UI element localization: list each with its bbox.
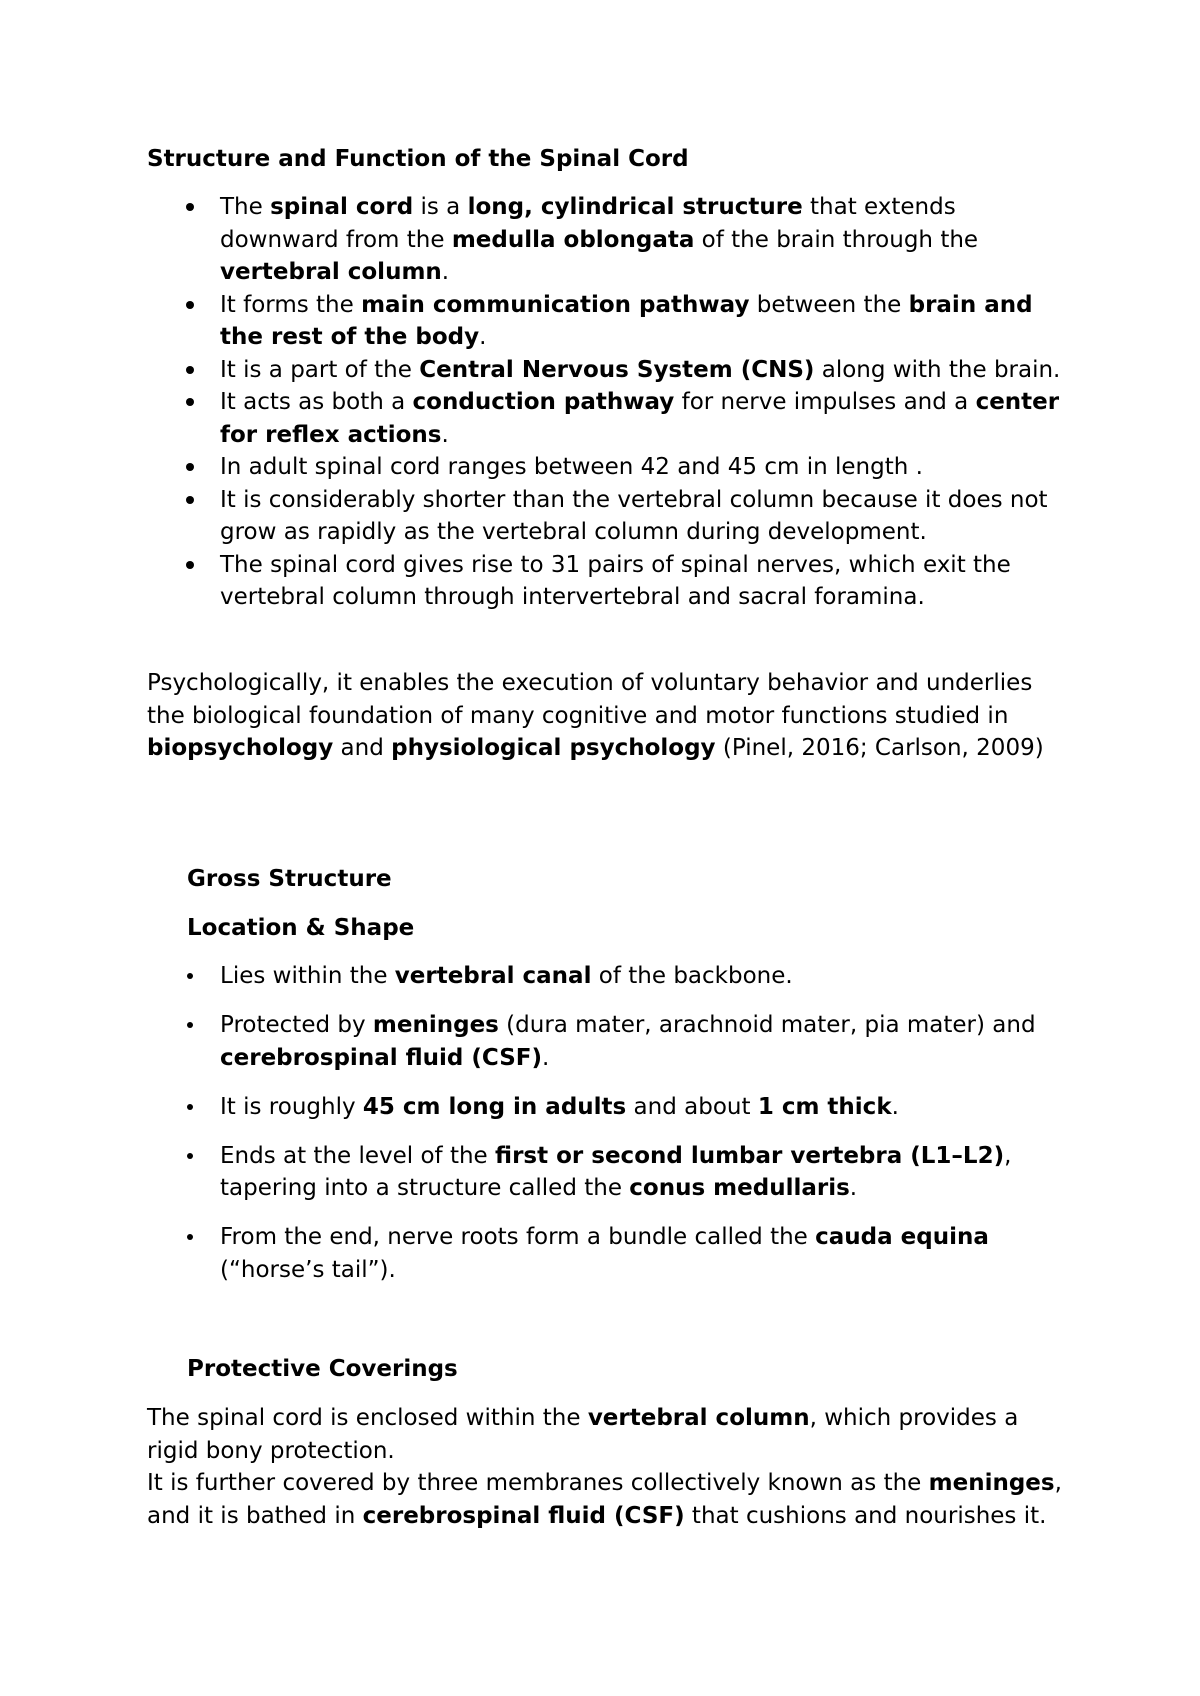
text-run: that extends downward from the [220,194,956,253]
gross-structure-heading: Gross Structure [187,866,392,892]
list-item [0,1221,1080,1286]
list-item [0,191,1080,289]
text-run: . [849,1175,858,1201]
text-run: between the [749,291,909,318]
text-run: Ends at the level of the [220,1142,496,1169]
text-run: Lies within the [220,963,395,989]
list-item [0,1140,1080,1205]
bold-term: cauda equina [815,1224,989,1250]
text-run: . [479,324,487,350]
text-run: The spinal cord is enclosed within the [147,1405,588,1431]
bold-term: long, cylindrical structure [467,194,803,220]
text-run: It is further covered by three membranes collectively known as the [147,1470,929,1496]
protective-paragraph-2 [147,1467,1077,1532]
bold-term: vertebral column [587,1405,810,1431]
text-run: It is roughly [220,1093,363,1120]
bold-term: main communication pathway [361,291,750,318]
text-run: that cushions and nourishes it. [684,1502,1047,1529]
text-run: In adult spinal cord ranges between 42 and 45 cm in length . [220,454,923,480]
intro-bullet-list [0,191,1100,614]
bold-term: medulla oblongata [451,226,695,253]
list-item [0,1009,1080,1074]
text-run: for nerve impulses and a [674,389,976,415]
text-run: (Pinel, 2016; Carlson, 2009) [715,735,1044,761]
bold-term: vertebral canal [394,963,592,989]
list-item [0,549,1080,614]
list-item [0,386,1080,451]
bold-term: biopsychology [147,735,334,761]
bold-term: 1 cm thick [757,1093,892,1120]
bold-term: cerebrospinal fluid (CSF) [362,1502,685,1529]
bold-term: center for reflex actions [220,389,1060,448]
list-item [0,960,1080,993]
text-run: , which provides a rigid bony protection. [147,1405,1019,1464]
location-bullet-list [0,960,1100,1303]
bold-term: conus medullaris [629,1175,850,1201]
text-run: , tapering into a structure called the [220,1142,1012,1201]
list-item [0,354,1080,387]
list-item [0,451,1080,484]
bold-term: brain and the rest of the body [220,291,1033,350]
text-run: . [542,1044,550,1071]
location-shape-heading: Location & Shape [187,915,415,941]
text-run: is a [413,194,468,220]
bold-term: meninges [928,1470,1055,1496]
text-run: and about [626,1093,758,1120]
text-run: (“horse’s tail”). [220,1256,396,1283]
bold-term: conduction pathway [412,389,675,415]
text-run: , and it is bathed in [147,1470,1062,1529]
text-run: and [333,735,392,761]
text-run: of the brain through the [694,226,979,253]
list-item [0,1091,1080,1124]
list-item [0,289,1080,354]
text-run: The [220,194,271,220]
text-run: (dura mater, arachnoid mater, pia mater) and [498,1012,1036,1038]
bold-term: cerebrospinal fluid (CSF) [220,1044,542,1071]
psychology-paragraph [147,667,1077,765]
bold-term: Central Nervous System (CNS) [419,356,815,383]
text-run: It forms the [220,291,362,318]
protective-paragraph-1 [147,1402,1077,1467]
bold-term: 45 cm long in adults [362,1093,627,1120]
text-run: It is a part of the [220,356,420,383]
text-run: of the backbone. [591,963,793,989]
text-run: From the end, nerve roots form a bundle called the [220,1224,816,1250]
bold-term: meninges [372,1012,499,1038]
text-run: Psychologically, it enables the execution of voluntary behavior and underlies the biological foundation of many cognitive and motor functions studied in [147,670,1033,729]
text-run: Protected by [220,1012,373,1038]
bold-term: spinal cord [270,194,414,220]
bold-term: first or second lumbar vertebra (L1–L2) [495,1142,1005,1169]
text-run: . [441,421,449,448]
text-run: along with the brain. [814,356,1061,383]
bold-term: physiological psychology [391,735,716,761]
text-run: . [441,259,450,285]
text-run: It is considerably shorter than the vertebral column because it does not grow as rapidly as the vertebral column during development. [220,486,1048,545]
text-run: It acts as both a [220,389,413,415]
protective-coverings-heading: Protective Coverings [187,1356,458,1382]
bold-term: vertebral column [220,259,442,285]
list-item [0,484,1080,549]
page-title: Structure and Function of the Spinal Cord [147,146,689,172]
text-run: . [891,1093,899,1120]
text-run: The spinal cord gives rise to 31 pairs of spinal nerves, which exit the vertebral column through intervertebral and sacral foramina. [220,551,1011,610]
